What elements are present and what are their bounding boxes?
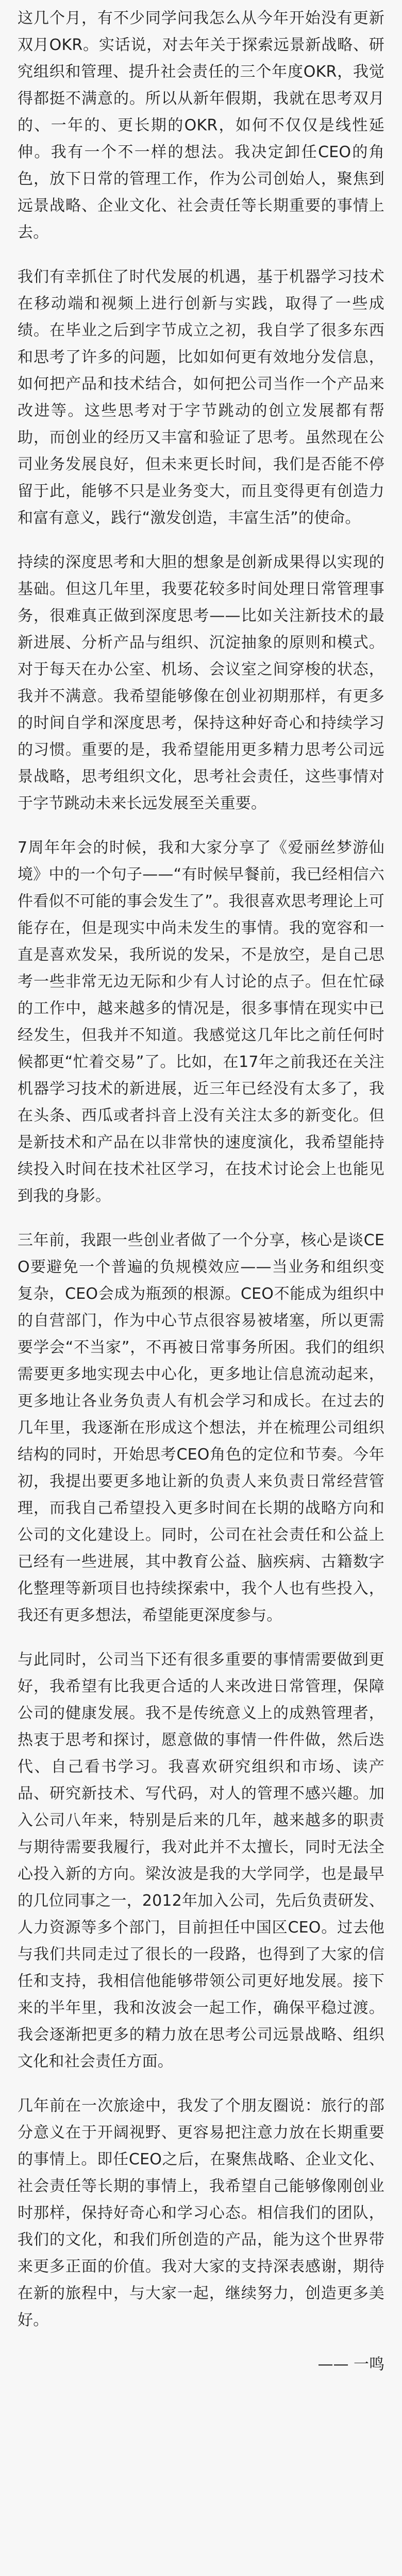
paragraph-2: 我们有幸抓住了时代发展的机遇，基于机器学习技术在移动端和视频上进行创新与实践，取得了一些成绩。在毕业之后到字节成立之初，我自学了很多东西和思考了许多的问题，比如如何更有效地分发信息，如何把产品和技术结合，如何把公司当作一个产品来改进等。这些思考对于字节跳动的创立发展都有帮助，而创业的经历又丰富和验证了思考。虽然现在公司业务发展良好，但未来更长时间，我们是否能不停留于此，能够不只是业务变大，而且变得更有创造力和富有意义，践行“激发创造，丰富生活”的使命。 — [18, 268, 384, 527]
paragraph-5: 三年前，我跟一些创业者做了一个分享，核心是谈CEO要避免一个普遍的负规模效应——当业务和组织变复杂，CEO会成为瓶颈的根源。CEO不能成为组织中的自营部门，作为中心节点很容易被堵塞，所以更需要学会“不当家”，不再被日常事务所困。我们的组织需要更多地实现去中心化，更多地让信息流动起来，更多地让各业务负责人有机会学习和成长。在过去的几年里，我逐渐在形成这个想法，并在梳理公司组织结构的同时，开始思考CEO角色的定位和节奏。今年初，我提出要更多地让新的负责人来负责日常经营管理，而我自己希望投入更多时间在长期的战略方向和公司的文化建设上。同时，公司在社会责任和公益上已经有一些进展，其中教育公益、脑疾病、古籍数字化整理等新项目也持续探索中，我个人也有些投入，我还有更多想法，希望能更深度参与。 — [18, 1231, 384, 1624]
paragraph-3: 持续的深度思考和大胆的想象是创新成果得以实现的基础。但这几年里，我要花较多时间处理日常管理事务，很难真正做到深度思考——比如关注新技术的最新进展、分析产品与组织、沉淀抽象的原则和模式。对于每天在办公室、机场、会议室之间穿梭的状态，我并不满意。我希望能够像在创业初期那样，有更多的时间自学和深度思考，保持这种好奇心和持续学习的习惯。重要的是，我希望能用更多精力思考公司远景战略，思考组织文化，思考社会责任，这些事情对于字节跳动未来长远发展至关重要。 — [18, 553, 384, 812]
paragraph-6: 与此同时，公司当下还有很多重要的事情需要做到更好，我希望有比我更合适的人来改进日常管理，保障公司的健康发展。我不是传统意义上的成熟管理者，热衷于思考和探讨，愿意做的事情一件件做，然后迭代、自己看书学习。我喜欢研究组织和市场、读产品、研究新技术、写代码，对人的管理不感兴趣。加入公司八年来，特别是后来的几年，越来越多的职责与期待需要我履行，我对此并不太擅长，同时无法全心投入新的方向。梁汝波是我的大学同学，也是最早的几位同事之一，2012年加入公司，先后负责研发、人力资源等多个部门，目前担任中国区CEO。过去他与我们共同走过了很长的一段路，也得到了大家的信任和支持，我相信他能够带领公司更好地发展。接下来的半年里，我和汝波会一起工作，确保平稳过渡。我会逐渐把更多的精力放在思考公司远景战略、组织文化和社会责任方面。 — [18, 1651, 384, 2071]
paragraph-4: 7周年年会的时候，我和大家分享了《爱丽丝梦游仙境》中的一个句子——“有时候早餐前，我已经相信六件看似不可能的事会发生了”。我很喜欢思考理论上可能存在，但是现实中尚未发生的事情。我的宽容和一直是喜欢发呆，我所说的发呆，不是放空，是自己思考一些非常无边无际和少有人讨论的点子。但在忙碌的工作中，越来越多的情况是，很多事情在现实中已经发生，但我并不知道。我感觉这几年比之前任何时候都更“忙着交易”了。比如，在17年之前我还在关注机器学习技术的新进展，近三年已经没有太多了，我在头条、西瓜或者抖音上没有关注太多的新变化。但是新技术和产品在以非常快的速度演化，我希望能持续投入时间在技术社区学习，在技术讨论会上也能见到我的身影。 — [18, 839, 384, 1205]
paragraph-1: 这几个月，有不少同学问我怎么从今年开始没有更新双月OKR。实话说，对去年关于探索远景新战略、研究组织和管理、提升社会责任的三个年度OKR，我觉得都挺不满意的。所以从新年假期，我就在思考双月的、一年的、更长期的OKR，如何不仅仅是线性延伸。我有一个不一样的想法。我决定卸任CEO的角色，放下日常的管理工作，作为公司创始人，聚焦到远景战略、企业文化、社会责任等长期重要的事情上去。 — [18, 9, 384, 242]
signature: —— 一鸣 — [317, 2355, 384, 2374]
letter-page — [0, 5, 402, 2396]
paragraph-7: 几年前在一次旅途中，我发了个朋友圈说：旅行的部分意义在于开阔视野、更容易把注意力放在长期重要的事情上。即任CEO之后，在聚焦战略、企业文化、社会责任等长期的事情上，我希望自己能够像刚创业时那样，保持好奇心和学习心态。相信我们的团队，我们的文化，和我们所创造的产品，能为这个世界带来更多正面的价值。我对大家的支持深表感谢，期待在新的旅程中，与大家一起，继续努力，创造更多美好。 — [18, 2097, 384, 2329]
